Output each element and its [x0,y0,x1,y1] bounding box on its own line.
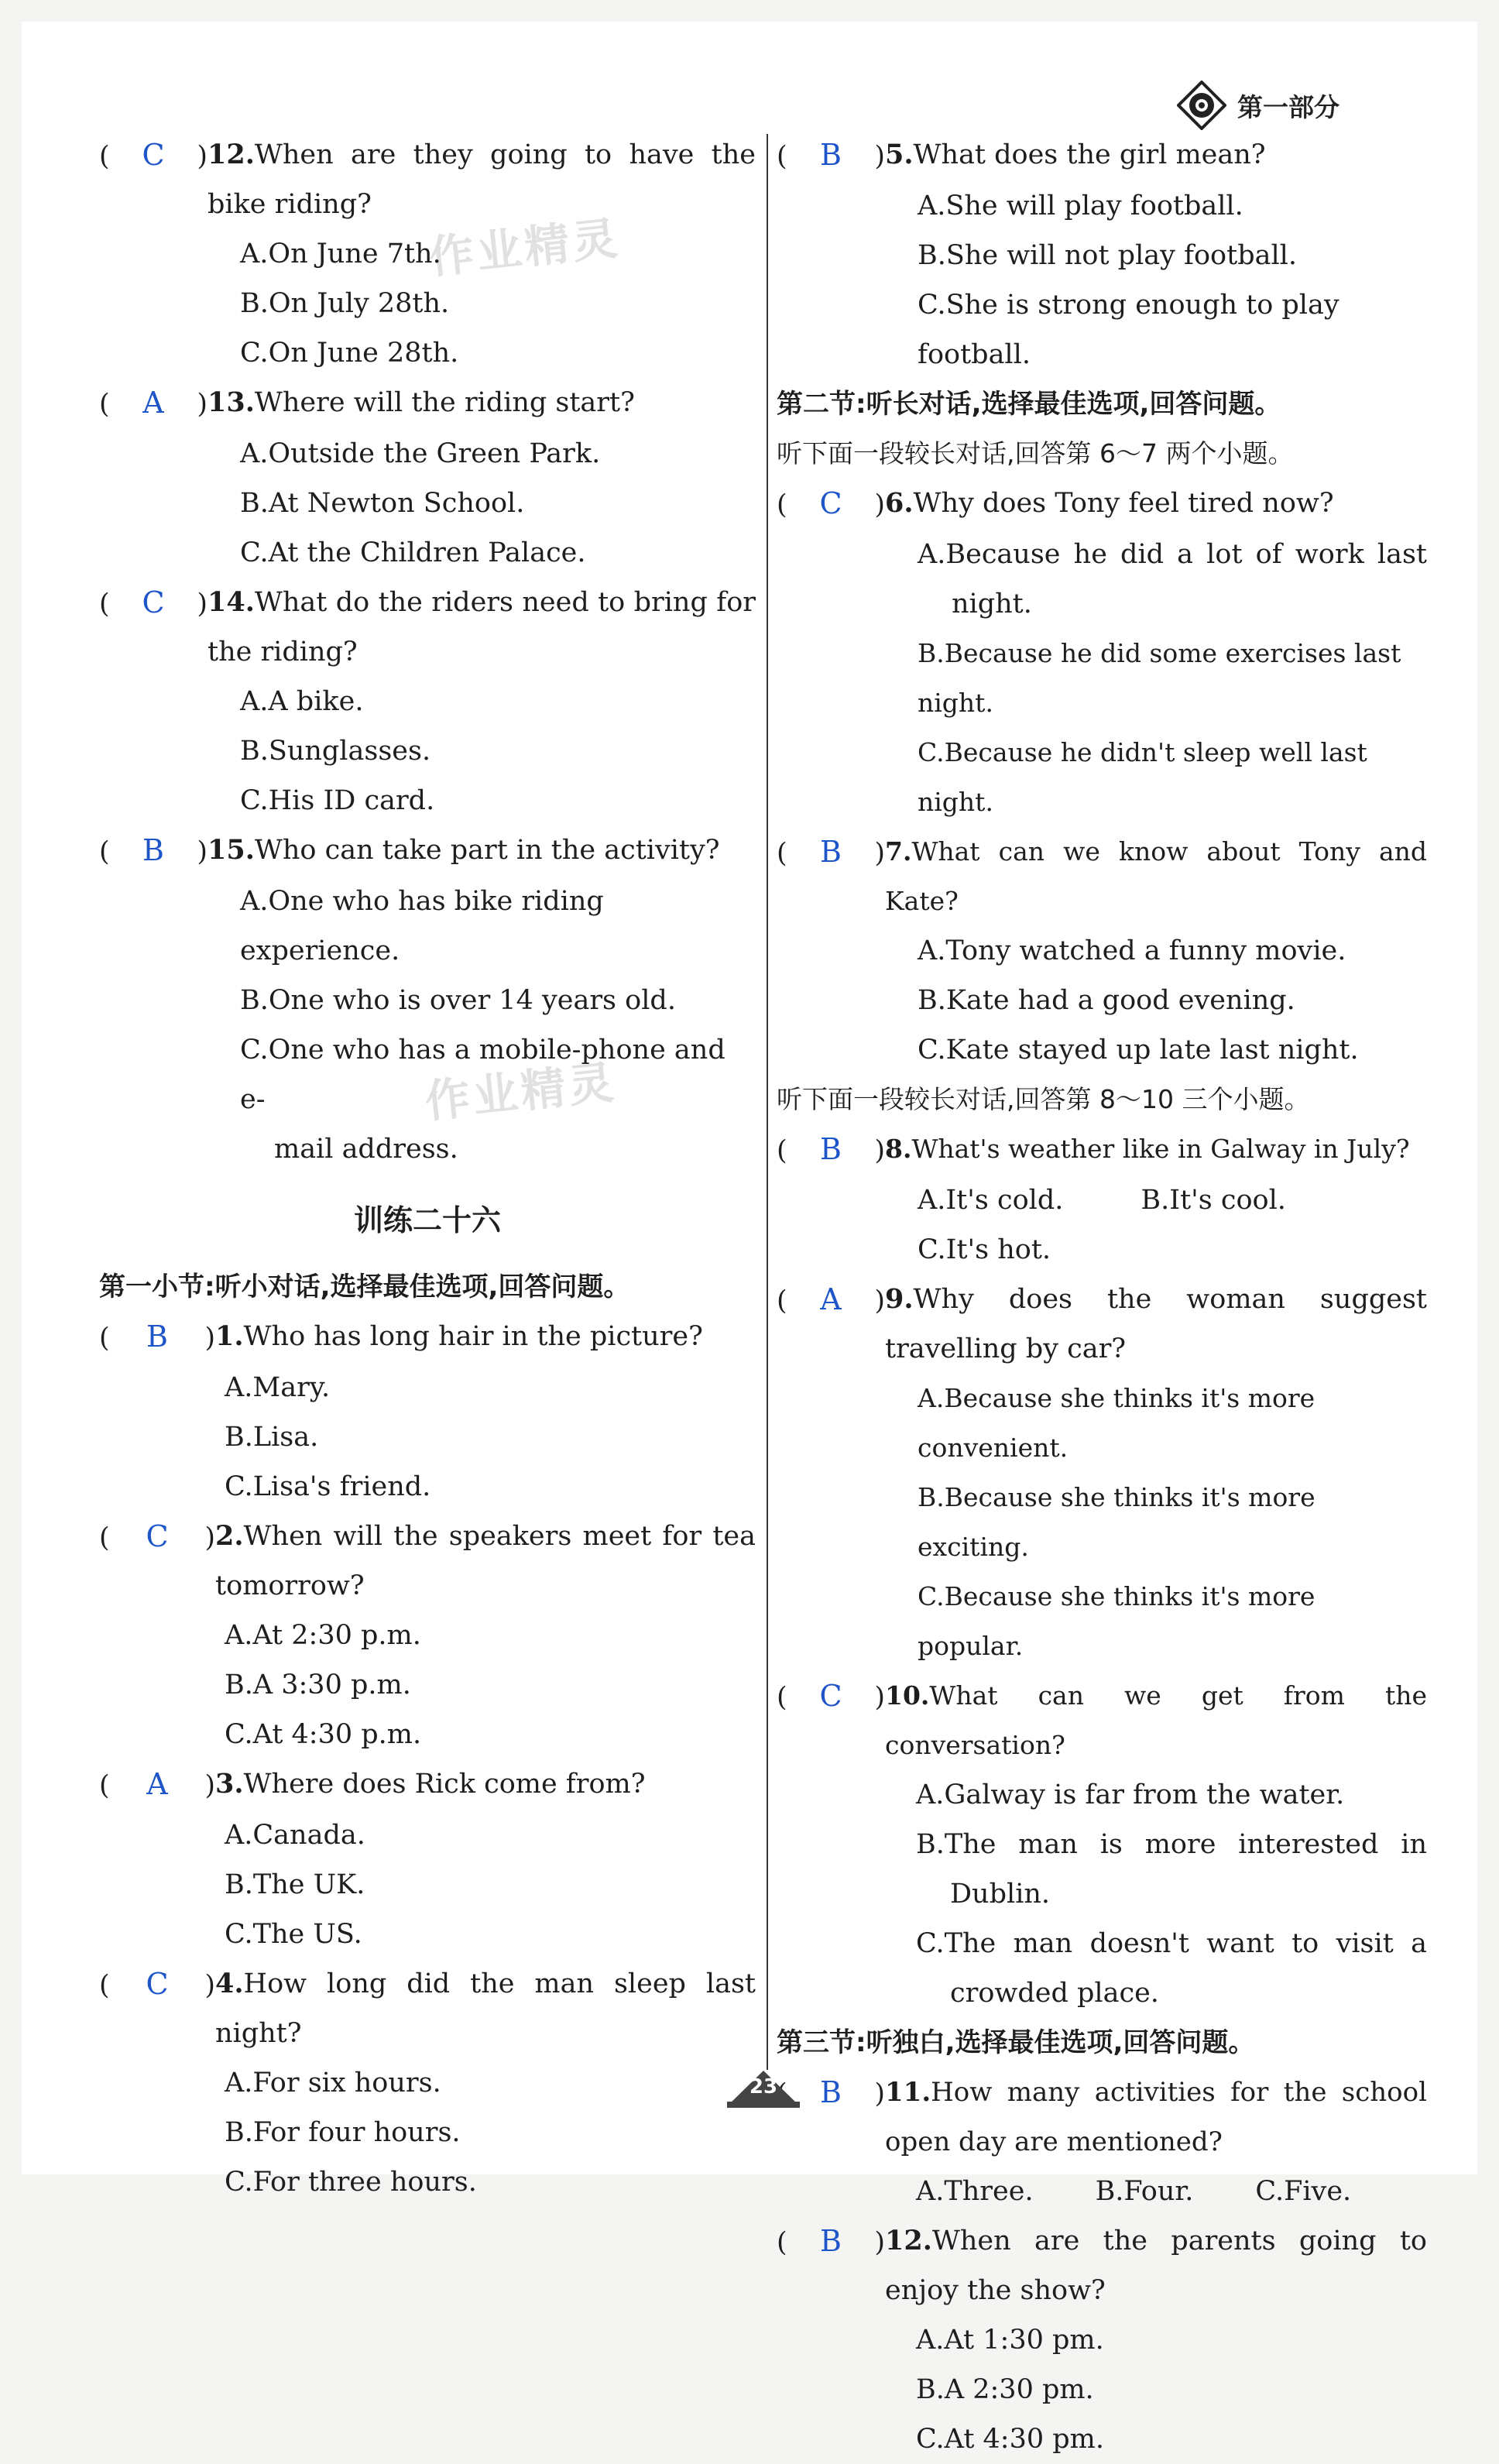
question-text: How long did the man sleep last night? [215,1968,756,2049]
question-number: 5. [885,139,914,170]
option: C.At the Children Palace. [240,537,586,568]
answer-mark: C [142,138,165,172]
option: A.At 2:30 p.m. [225,1620,421,1651]
option: C.Lisa's friend. [225,1471,431,1502]
section-title: 第一部分 [1237,91,1339,122]
option: A.On June 7th. [240,239,441,269]
column-divider [767,134,768,2070]
option: B.For four hours. [225,2117,461,2148]
question-item: ( A ) 13.Where will the riding start? A.Outside the Green Park. B.At Newton School. C.At the Children Palace. [99,378,756,578]
answer-mark: A [142,386,164,420]
option: B.Four. [1095,2176,1194,2207]
answer-mark: C [146,1967,169,2001]
question-text: Where does Rick come from? [243,1769,646,1800]
option: C.Because he didn't sleep well last night. [918,737,1367,817]
question-number: 14. [208,586,255,618]
option: C.Five. [1255,2176,1352,2207]
option-continuation: Dublin. [950,1879,1051,1910]
option: C.One who has a mobile-phone and e- [240,1035,725,1115]
question-text: How many activities for the school open day are mentioned? [885,2077,1427,2157]
option: A.One who has bike riding experience. [240,886,604,966]
option: C.The man doesn't want to visit a [916,1928,1427,1959]
question-text: What's weather like in Galway in July? [911,1134,1410,1164]
question-number: 6. [885,487,914,519]
option: A.Galway is far from the water. [916,1779,1345,1810]
question-number: 9. [885,1283,914,1315]
option: A.At 1:30 pm. [916,2325,1104,2356]
watermark: 作业精灵 [426,211,623,284]
question-text: Why does Tony feel tired now? [913,488,1334,519]
question-item: ( C ) 14.What do the riders need to bring for the riding? A.A bike. B.Sunglasses. C.His ID card. [99,578,756,825]
watermark: 作业精灵 [422,1055,619,1128]
question-number: 1. [215,1320,244,1352]
answer-mark: C [146,1519,169,1553]
section-title: 第一小节:听小对话,选择最佳选项,回答问题。 [99,1271,630,1302]
question-number: 3. [215,1768,244,1800]
question-number: 8. [885,1134,912,1164]
question-item: ( A ) 9.Why does the woman suggest travelling by car? A.Because she thinks it's more convenient. B.Because she thinks it's more exciting. C.Because she thinks it's more popular. [777,1275,1427,1671]
option-continuation: crowded place. [950,1978,1159,2009]
option: A.Three. [916,2176,1034,2207]
question-number: 13. [208,386,255,418]
question-number: 10. [885,1680,930,1711]
option: C.For three hours. [225,2167,477,2198]
question-number: 11. [885,2077,931,2108]
question-number: 12. [208,139,255,170]
option: B.It's cool. [1141,1185,1286,1216]
question-item: ( C ) 6.Why does Tony feel tired now? A.Because he did a lot of work last night. B.Because he did some exercises last night. C.Because he didn't sleep well last night. [777,479,1427,827]
option: B.One who is over 14 years old. [240,985,676,1016]
question-text: Why does the woman suggest travelling by car? [885,1284,1427,1364]
left-column [99,130,756,2207]
question-text: What do the riders need to bring for the riding? [208,587,756,667]
option: B.Because he did some exercises last night. [918,638,1401,718]
instruction-text: 听下面一段较长对话,回答第 8～10 三个小题。 [777,1084,1310,1114]
question-item: B ) 11.How many activities for the school open day are mentioned? A.Three. B.Four. C.Five. [777,2068,1427,2216]
question-number: 15. [208,834,255,866]
answer-mark: B [820,2224,842,2258]
option: C.It's hot. [918,1234,1051,1265]
exercise-heading: 训练二十六 [353,1203,501,1237]
option: B.The man is more interested in [916,1829,1427,1860]
option: A.A bike. [240,686,364,717]
question-text: What can we get from the conversation? [885,1680,1427,1760]
option: B.She will not play football. [918,240,1297,271]
option: C.Because she thinks it's more popular. [918,1581,1315,1661]
section-title: 第二节:听长对话,选择最佳选项,回答问题。 [777,389,1281,420]
question-text: When will the speakers meet for tea tomorrow? [215,1521,756,1601]
option: C.At 4:30 pm. [916,2424,1104,2455]
question-text: Where will the riding start? [254,387,635,418]
option: C.At 4:30 p.m. [225,1719,422,1750]
answer-mark: C [142,585,165,619]
option: B.A 3:30 p.m. [225,1670,411,1700]
question-item: ( B ) 5.What does the girl mean? A.She will play football. B.She will not play football. C.She is strong enough to play football. [777,130,1427,379]
option: A.Because she thinks it's more convenient. [918,1383,1315,1463]
question-item: ( B ) 1.Who has long hair in the picture? A.Mary. B.Lisa. C.Lisa's friend. [99,1312,756,1512]
option: A.Tony watched a funny movie. [918,935,1346,966]
answer-mark: B [820,138,842,172]
right-column [777,130,1427,2464]
question-text: What can we know about Tony and Kate? [885,836,1427,916]
section-logo-icon [1177,81,1226,130]
option: A.Mary. [225,1372,331,1403]
option: C.She is strong enough to play football. [918,290,1339,370]
option: A.It's cold. [918,1185,1064,1216]
question-item: ( C ) 12.When are they going to have the bike riding? A.On June 7th. B.On July 28th. C.On June 28th. [99,130,756,378]
option: B.Because she thinks it's more exciting. [918,1482,1315,1562]
answer-mark: B [142,833,164,867]
option: B.A 2:30 pm. [916,2374,1094,2405]
answer-mark: B [820,1132,842,1166]
answer-mark: A [820,1282,842,1316]
question-text: When are the parents going to enjoy the show? [885,2225,1427,2306]
page-header [1177,81,1339,130]
option: A.Because he did a lot of work last [918,539,1427,570]
option: A.For six hours. [225,2068,441,2099]
question-item: ( C ) 4.How long did the man sleep last night? A.For six hours. B.For four hours. C.For three hours. [99,1959,756,2207]
question-item: ( A ) 3.Where does Rick come from? A.Canada. B.The UK. C.The US. [99,1759,756,1959]
option: C.Kate stayed up late last night. [918,1035,1359,1066]
option: C.His ID card. [240,785,435,816]
option-continuation: mail address. [274,1134,458,1165]
answer-mark: B [820,2075,842,2109]
option: B.Kate had a good evening. [918,985,1295,1016]
question-number: 4. [215,1968,244,1999]
page-number-badge [721,2066,806,2112]
page [22,22,1477,2455]
option: B.Lisa. [225,1422,319,1453]
answer-mark: B [146,1320,168,1354]
option: A.She will play football. [918,190,1243,221]
question-item: ( B ) 7.What can we know about Tony and Kate? A.Tony watched a funny movie. B.Kate had a good evening. C.Kate stayed up late last night. [777,827,1427,1075]
option: C.On June 28th. [240,338,459,369]
option: C.The US. [225,1919,362,1950]
instruction-text: 听下面一段较长对话,回答第 6～7 两个小题。 [777,438,1294,468]
option: B.At Newton School. [240,488,525,519]
question-item: ( B ) 8.What's weather like in Galway in July? A.It's cold. B.It's cool. C.It's hot. [777,1124,1427,1275]
question-number: 7. [885,836,912,867]
option: B.The UK. [225,1869,365,1900]
option: A.Outside the Green Park. [240,438,601,469]
option: A.Canada. [225,1820,365,1851]
page-number: 23 [749,2075,778,2099]
option: B.On July 28th. [240,288,450,319]
option-continuation: night. [952,589,1032,619]
question-item: ( C ) 2.When will the speakers meet for tea tomorrow? A.At 2:30 p.m. B.A 3:30 p.m. C.At 4:30 p.m. [99,1512,756,1759]
question-item: ( B ) 12.When are the parents going to enjoy the show? A.At 1:30 pm. B.A 2:30 pm. C.At 4:30 pm. [777,2216,1427,2464]
answer-mark: C [819,486,842,520]
question-text: Who can take part in the activity? [254,835,720,866]
option: B.Sunglasses. [240,736,431,767]
question-number: 2. [215,1520,244,1552]
section-title: 第三节:听独白,选择最佳选项,回答问题。 [777,2027,1255,2058]
answer-mark: C [819,1679,842,1713]
question-item: ( B ) 15.Who can take part in the activity? A.One who has bike riding experience. B.One who is over 14 years old. C.One who has a mobile-phone and e- mail address. [99,825,756,1174]
question-text: Who has long hair in the picture? [243,1321,703,1352]
answer-mark: A [146,1767,168,1801]
question-text: What does the girl mean? [913,139,1266,170]
question-number: 12. [885,2225,932,2256]
question-text: When are they going to have the bike riding? [208,139,756,220]
question-item: ( C ) 10.What can we get from the conversation? A.Galway is far from the water. B.The man is more interested in Dublin. C.The man doesn't want to visit a crowded place. [777,1671,1427,2018]
answer-mark: B [820,835,842,869]
